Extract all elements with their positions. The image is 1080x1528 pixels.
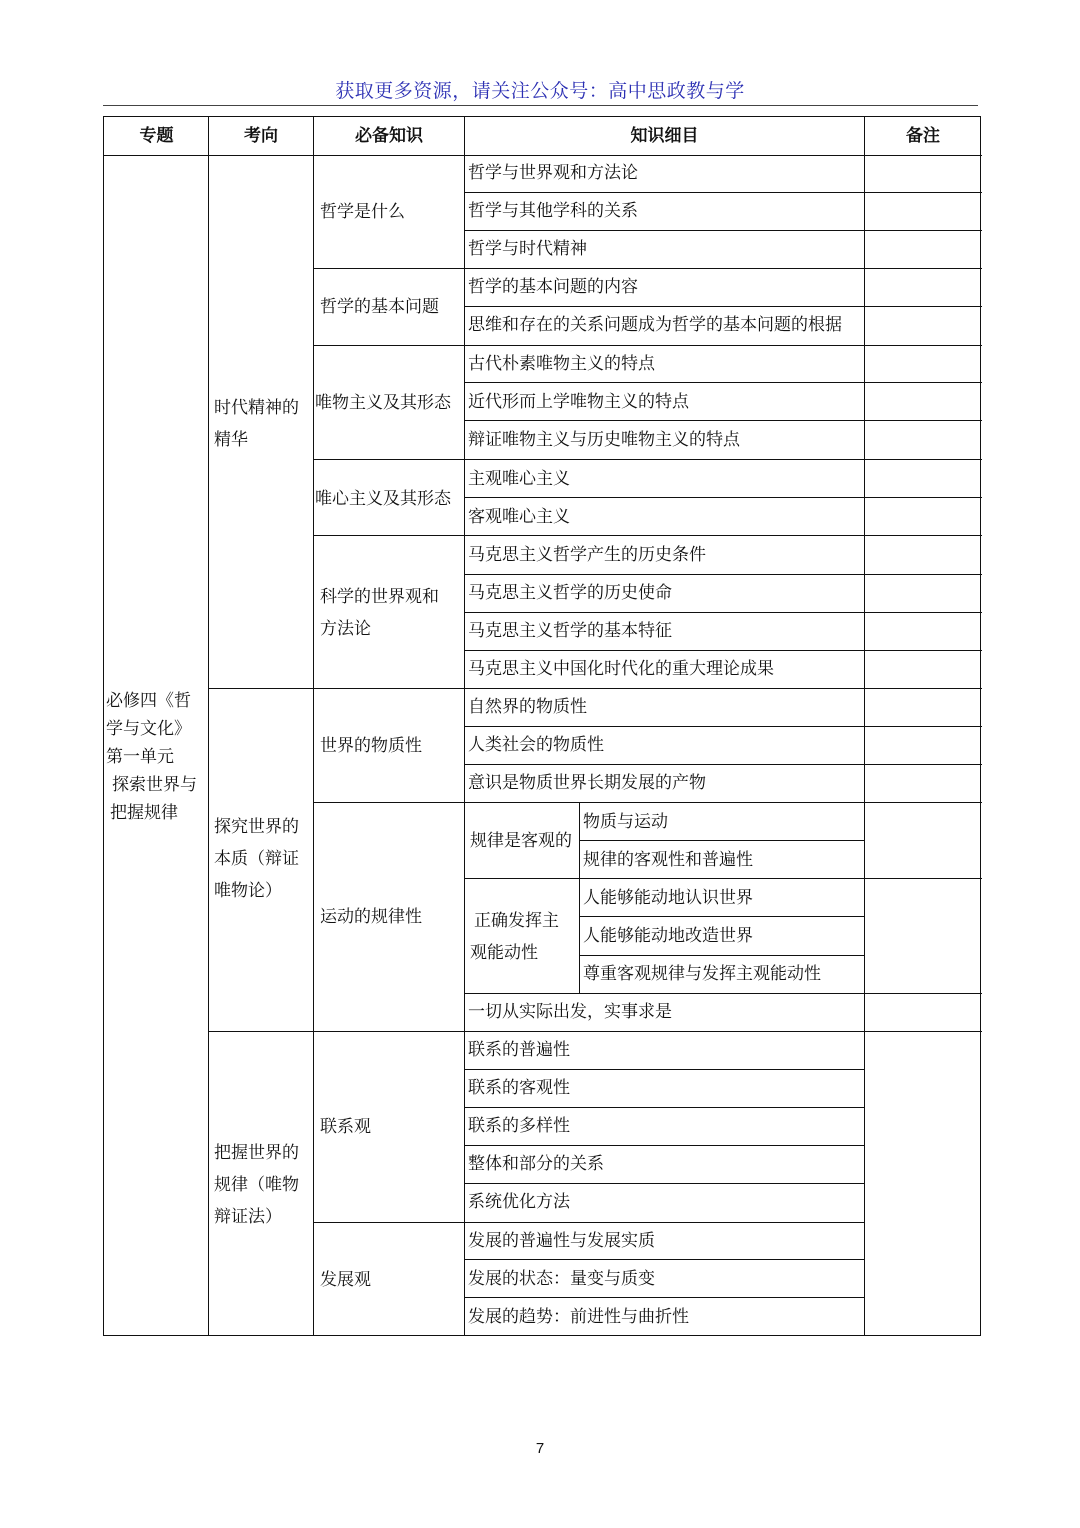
detail-cell: 客观唯心主义: [468, 507, 570, 527]
topic-line: 学与文化》: [106, 719, 191, 739]
column-header-details: 知识细目: [630, 126, 699, 146]
detail-cell: 马克思主义哲学的历史使命: [468, 583, 672, 603]
knowledge-cell: [320, 581, 439, 645]
detail-cell: 马克思主义中国化时代化的重大理论成果: [468, 659, 774, 679]
column-divider: [313, 117, 314, 1335]
direction-cell: [214, 1137, 312, 1233]
direction-line: 唯物论）: [214, 881, 282, 901]
detail-cell: 思维和存在的关系问题成为哲学的基本问题的根据: [468, 315, 842, 335]
page-number: 7: [535, 1440, 545, 1457]
detail-cell: 哲学与时代精神: [468, 239, 587, 259]
row-divider: [464, 1297, 864, 1298]
row-divider: [208, 688, 982, 689]
detail-cell: 近代形而上学唯物主义的特点: [468, 392, 689, 412]
direction-line: 精华: [214, 430, 248, 450]
knowledge-cell: 发展观: [320, 1270, 371, 1290]
subgroup-line: 正确发挥主: [474, 911, 559, 931]
knowledge-cell: 唯心主义及其形态: [315, 489, 451, 509]
detail-cell: 人类社会的物质性: [468, 735, 604, 755]
subgroup-line: 观能动性: [470, 943, 538, 963]
detail-cell: 古代朴素唯物主义的特点: [468, 354, 655, 374]
column-header-notes: 备注: [906, 126, 940, 146]
topic-line: 把握规律: [110, 803, 178, 823]
detail-cell: 人能够能动地改造世界: [583, 926, 753, 946]
detail-cell: 发展的趋势：前进性与曲折性: [468, 1307, 689, 1327]
direction-line: 探究世界的: [214, 817, 299, 837]
row-divider: [208, 1031, 982, 1032]
subgroup-cell: [470, 905, 559, 969]
detail-cell: 尊重客观规律与发挥主观能动性: [583, 964, 821, 984]
row-divider: [313, 802, 982, 803]
row-divider: [464, 612, 982, 613]
knowledge-line: 方法论: [320, 619, 371, 639]
detail-cell: 主观唯心主义: [468, 469, 570, 489]
column-header-topic: 专题: [139, 126, 174, 146]
row-divider: [464, 382, 982, 383]
row-divider: [464, 1259, 864, 1260]
topic-line: 第一单元: [106, 747, 174, 767]
row-divider: [464, 1107, 864, 1108]
detail-cell: 一切从实际出发，实事求是: [468, 1002, 672, 1022]
row-divider: [464, 650, 982, 651]
row-divider: [104, 155, 982, 156]
row-divider: [464, 420, 982, 421]
knowledge-cell: 联系观: [320, 1117, 371, 1137]
topic-cell: [106, 687, 208, 827]
knowledge-cell: 唯物主义及其形态: [315, 393, 451, 413]
row-divider: [464, 1069, 864, 1070]
detail-cell: 整体和部分的关系: [468, 1154, 604, 1174]
row-divider: [464, 306, 982, 307]
row-divider: [464, 726, 982, 727]
row-divider: [313, 535, 982, 536]
direction-line: 时代精神的: [214, 398, 299, 418]
row-divider: [579, 955, 864, 956]
row-divider: [464, 764, 982, 765]
page-header: 获取更多资源，请关注公众号：高中思政教与学: [335, 80, 745, 102]
topic-line: 探索世界与: [112, 775, 197, 795]
topic-line: 必修四《哲: [106, 691, 191, 711]
row-divider: [464, 574, 982, 575]
detail-cell: 哲学的基本问题的内容: [468, 277, 638, 297]
detail-cell: 规律的客观性和普遍性: [583, 850, 753, 870]
detail-cell: 系统优化方法: [468, 1192, 570, 1212]
knowledge-cell: 哲学的基本问题: [320, 297, 439, 317]
row-divider: [464, 1183, 864, 1184]
knowledge-line: 科学的世界观和: [320, 587, 439, 607]
row-divider: [464, 878, 982, 879]
detail-cell: 哲学与世界观和方法论: [468, 163, 638, 183]
detail-cell: 联系的多样性: [468, 1116, 570, 1136]
row-divider: [313, 1222, 864, 1223]
detail-cell: 人能够能动地认识世界: [583, 888, 753, 908]
direction-line: 把握世界的: [214, 1143, 299, 1163]
column-header-knowledge: 必备知识: [355, 126, 423, 146]
row-divider: [464, 497, 982, 498]
direction-cell: [214, 811, 312, 907]
row-divider: [313, 268, 982, 269]
knowledge-cell: 运动的规律性: [320, 907, 422, 927]
detail-cell: 自然界的物质性: [468, 697, 587, 717]
direction-line: 辩证法）: [214, 1207, 282, 1227]
row-divider: [579, 840, 864, 841]
subgroup-divider: [579, 802, 580, 993]
row-divider: [313, 345, 982, 346]
direction-line: 本质（辩证: [214, 849, 299, 869]
row-divider: [579, 916, 864, 917]
direction-line: 规律（唯物: [214, 1175, 299, 1195]
knowledge-cell: 哲学是什么: [320, 202, 405, 222]
detail-cell: 发展的状态：量变与质变: [468, 1269, 655, 1289]
row-divider: [464, 993, 982, 994]
knowledge-table: [103, 116, 981, 1336]
knowledge-cell: 世界的物质性: [320, 736, 422, 756]
direction-cell: [214, 392, 312, 456]
row-divider: [464, 1145, 864, 1146]
detail-cell: 联系的普遍性: [468, 1040, 570, 1060]
header-divider: [103, 105, 978, 106]
column-divider: [208, 117, 209, 1335]
column-header-direction: 考向: [244, 126, 278, 146]
detail-cell: 物质与运动: [583, 812, 668, 832]
detail-cell: 联系的客观性: [468, 1078, 570, 1098]
detail-cell: 辩证唯物主义与历史唯物主义的特点: [468, 430, 740, 450]
subgroup-cell: 规律是客观的: [470, 831, 572, 851]
row-divider: [464, 192, 982, 193]
row-divider: [313, 459, 982, 460]
detail-cell: 发展的普遍性与发展实质: [468, 1231, 655, 1251]
row-divider: [464, 230, 982, 231]
detail-cell: 哲学与其他学科的关系: [468, 201, 638, 221]
detail-cell: 马克思主义哲学产生的历史条件: [468, 545, 706, 565]
detail-cell: 意识是物质世界长期发展的产物: [468, 773, 706, 793]
detail-cell: 马克思主义哲学的基本特征: [468, 621, 672, 641]
